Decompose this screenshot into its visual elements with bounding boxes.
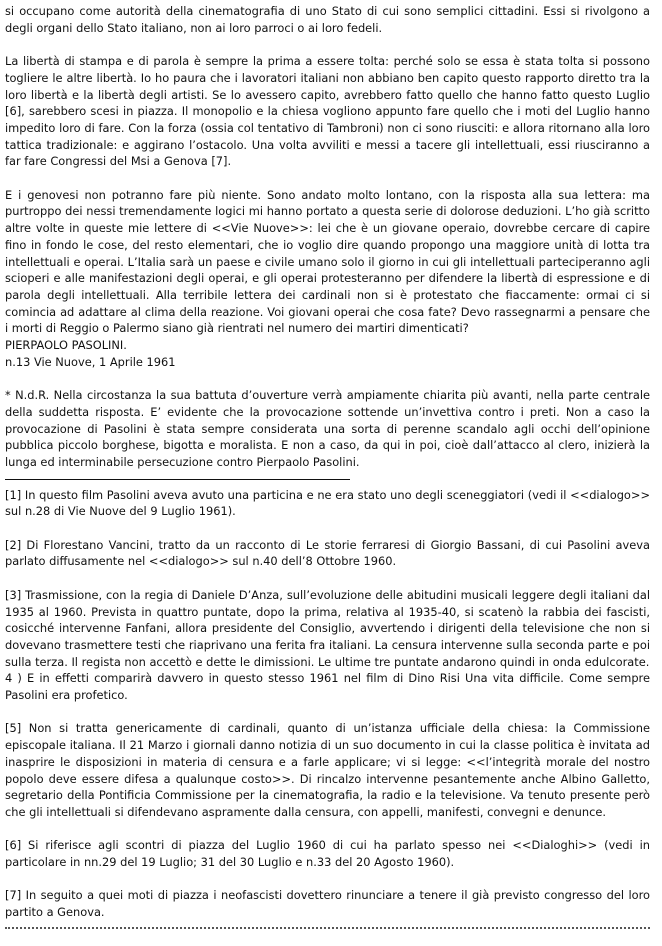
spacer (5, 370, 650, 387)
footnote-2: [2] Di Florestano Vancini, tratto da un racconto di Le storie ferraresi di Giorgio Bassani, di cui Pasolini aveva parlato diffusamente nel <<dialogo>> sul n.40 dell’8 Ottobre 1960. (5, 537, 650, 569)
footnote-separator (5, 479, 350, 480)
paragraph-liberta: La libertà di stampa e di parola è sempre la prima a essere tolta: perché solo se essa è stata tolta si possono togliere le altre libertà. Io ho paura che i lavoratori italiani non abbiano ben capito questo rapporto diretto tra la loro libertà e la libertà degli artisti. Se lo avessero capito, avrebbero fatto quello che hanno fatto questo Luglio [6], sarebbero scesi in piazza. Il monopolio e la chiesa vogliono appunto fare quello che i moti del Luglio hanno impedito loro di fare. Con la forza (ossia col tentativo di Tambroni) non ci sono riusciti: e allora ritornano alla loro tattica tradizionale: e aggirano l’ostacolo. Una volta avviliti e messi a tacere gli intellettuali, essi riusciranno a far fare Congressi del Msi a Genova [7]. (5, 54, 650, 169)
cut-off-next-line (5, 927, 650, 933)
footnote-7: [7] In seguito a quei moti di piazza i neofascisti dovettero rinunciare a tenere il già previsto congresso del loro partito a Genova. (5, 888, 650, 920)
paragraph-genovesi: E i genovesi non potranno fare più niente. Sono andato molto lontano, con la risposta alla sua lettera: ma purtroppo dei nessi tremendamente logici mi hanno portato a questa serie di dolorose deduzioni. L’ho già scritto altre volte in queste mie lettere di <<Vie Nuove>>: lei che è un giovane operaio, dovrebbe cercare di capire fino in fondo le cose, del resto elementari, che io voglio dire quando propongo una maggiore unità di lotta tra intellettuali e operai. L’Italia sarà un paese e civile umano solo il giorno in cui gli intellettuali parteciperanno agli scioperi e alle manifestazioni degli operai, e gli operai protesteranno per difendere la libertà di espressione e di parola degli intellettuali. Alla terribile lettera dei cardinali non si è protestato che fiaccamente: ormai ci si comincia ad adattare al clima della reazione. Voi giovani operai che cosa fate? Devo rassegnarmi a pensare che i morti di Reggio o Palermo siano già rientrati nel numero dei martiri dimenticati? (5, 187, 650, 336)
editor-note: * N.d.R. Nella circostanza la sua battuta d’ouverture verrà ampiamente chiarita più avanti, nella parte centrale della suddetta risposta. E’ evidente che la provocazione sottende un’invettiva contro i preti. Non a caso la provocazione di Pasolini è stata sempre considerata una sorta di perenne scandalo agli occhi dell’opinione pubblica piccolo borghese, bigotta e moralista. E non a caso, da qui in poi, cioè dall’attacco al clero, inizierà la lunga ed interminabile persecuzione contro Pierpaolo Pasolini. (5, 388, 650, 469)
footnote-6: [6] Si riferisce agli scontri di piazza del Luglio 1960 di cui ha parlato spesso nei <<Dialoghi>> (vedi in particolare in nn.29 del 19 Luglio; 31 del 30 Luglio e n.33 del 20 Agosto 1960). (5, 838, 650, 870)
source-citation: n.13 Vie Nuove, 1 Aprile 1961 (5, 354, 176, 369)
footnote-5: [5] Non si tratta genericamente di cardinali, quanto di un’istanza ufficiale della chiesa: la Commissione episcopale italiana. Il 21 Marzo i giornali danno notizia di un suo documento in cui la classe politica è invitata ad inasprire le disposizioni in materia di censura e a farle applicare; vi si legge: <<l’integrità morale del nostro popolo deve essere difesa a qualunque costo>>. Di rincalzo intervenne pesantemente anche Albino Galletto, segretario della Pontificia Commissione per la cinematografia, la radio e la televisione. Va tenuto presente però che gli intellettuali si difendevano aspramente dalla censura, con appelli, manifesti, convegni e denunce. (5, 721, 650, 819)
signature: PIERPAOLO PASOLINI. (5, 338, 127, 353)
footnote-3: [3] Trasmissione, con la regia di Daniele D’Anza, sull’evoluzione delle abitudini musicali leggere degli italiani dal 1935 al 1960. Prevista in quattro puntate, dopo la prima, relativa al 1935-40, si scatenò la rabbia dei fascisti, cosicché intervenne Fanfani, allora presidente del Consiglio, avvertendo i dirigenti della televisione che non si dovevano trasmettere testi che riaprivano una ferita fra italiani. La censura intervenne sulla seconda parte e poi sulla terza. Il regista non accettò e dette le dimissioni. Le ultime tre puntate andarono quindi in onda edulcorate. (5, 587, 650, 669)
intro-paragraph: si occupano come autorità della cinematografia di uno Stato di cui sono semplici cittadini. Essi si rivolgono a degli organi dello Stato italiano, non ai loro parroci o ai loro fedeli. (5, 4, 650, 35)
footnote-4: 4 ) E in effetti comparirà davvero in questo stesso 1961 nel film di Dino Risi Una vita difficile. Come sempre Pasolini era profetico. (5, 671, 650, 703)
footnote-1: [1] In questo film Pasolini aveva avuto una particina e ne era stato uno degli sceneggiatori (vedi il <<dialogo>> sul n.28 di Vie Nuove del 9 Luglio 1961). (5, 487, 650, 519)
